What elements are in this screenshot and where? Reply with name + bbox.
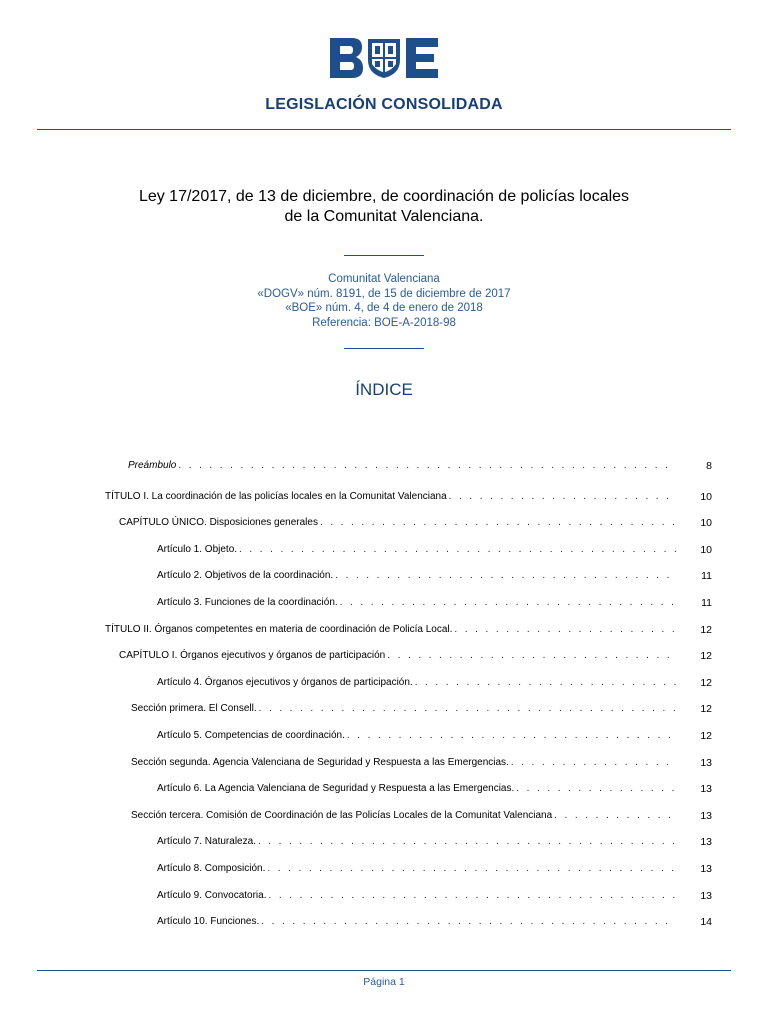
toc-entry-page: 14 bbox=[700, 916, 712, 928]
toc-entry-label: Artículo 10. Funciones. bbox=[157, 916, 260, 927]
toc-entry-label: Artículo 3. Funciones de la coordinación. bbox=[157, 597, 338, 608]
title-divider bbox=[344, 255, 424, 256]
toc-entry-page: 13 bbox=[700, 836, 712, 848]
toc-entry[interactable] bbox=[157, 728, 680, 742]
toc-entry[interactable] bbox=[157, 595, 680, 609]
toc-entry-page: 13 bbox=[700, 863, 712, 875]
toc-entry-label: TÍTULO I. La coordinación de las policías locales en la Comunitat Valenciana bbox=[105, 491, 447, 502]
document-title bbox=[0, 187, 768, 227]
toc-entry-page: 13 bbox=[700, 890, 712, 902]
toc-leader-dots bbox=[335, 570, 676, 582]
meta-dogv: «DOGV» núm. 8191, de 15 de diciembre de 2017 bbox=[257, 287, 511, 300]
toc-entry-label: Artículo 1. Objeto. bbox=[157, 544, 238, 555]
toc-entry-label: Artículo 6. La Agencia Valenciana de Seguridad y Respuesta a las Emergencias. bbox=[157, 783, 515, 794]
toc-leader-dots bbox=[347, 730, 676, 742]
toc-leader-dots bbox=[269, 890, 677, 902]
toc-entry[interactable] bbox=[157, 675, 680, 689]
toc-leader-dots bbox=[554, 810, 676, 822]
toc-leader-dots bbox=[387, 650, 676, 662]
toc-entry-label: Sección segunda. Agencia Valenciana de Seguridad y Respuesta a las Emergencias. bbox=[131, 757, 509, 768]
toc-entry[interactable] bbox=[128, 458, 680, 472]
toc-entry-page: 12 bbox=[700, 650, 712, 662]
toc-entry[interactable] bbox=[157, 888, 680, 902]
toc-entry[interactable] bbox=[105, 622, 680, 636]
toc-leader-dots bbox=[258, 836, 676, 848]
toc-entry-page: 10 bbox=[700, 517, 712, 529]
toc-entry-page: 13 bbox=[700, 810, 712, 822]
toc-entry[interactable] bbox=[131, 808, 680, 822]
document-metadata bbox=[0, 272, 768, 330]
toc-entry-page: 10 bbox=[700, 544, 712, 556]
meta-reference: Referencia: BOE-A-2018-98 bbox=[312, 316, 456, 329]
toc-leader-dots bbox=[516, 783, 676, 795]
meta-boe: «BOE» núm. 4, de 4 de enero de 2018 bbox=[285, 302, 483, 314]
toc-entry-label: Artículo 2. Objetivos de la coordinación. bbox=[157, 570, 334, 581]
toc-leader-dots bbox=[454, 624, 676, 636]
toc-entry[interactable] bbox=[157, 861, 680, 875]
toc-entry-label: Artículo 5. Competencias de coordinación. bbox=[157, 730, 345, 741]
document-title-line-2: de la Comunitat Valenciana. bbox=[284, 208, 484, 225]
metadata-divider bbox=[344, 348, 424, 349]
toc-entry[interactable] bbox=[131, 755, 680, 769]
toc-entry-label: Artículo 9. Convocatoria. bbox=[157, 890, 267, 901]
toc-leader-dots bbox=[415, 677, 676, 689]
toc-entry-page: 11 bbox=[701, 570, 712, 582]
toc-leader-dots bbox=[267, 863, 676, 875]
toc-leader-dots bbox=[340, 597, 676, 609]
toc-entry-label: Artículo 7. Naturaleza. bbox=[157, 836, 256, 847]
toc-leader-dots bbox=[449, 491, 676, 503]
section-title: LEGISLACIÓN CONSOLIDADA bbox=[265, 96, 503, 113]
toc-entry-page: 12 bbox=[700, 730, 712, 742]
meta-region: Comunitat Valenciana bbox=[328, 273, 440, 285]
toc-entry-label: Artículo 4. Órganos ejecutivos y órganos de participación. bbox=[157, 677, 413, 688]
toc-entry-label: Sección primera. El Consell. bbox=[131, 703, 257, 714]
toc-leader-dots bbox=[178, 460, 676, 472]
toc-entry-page: 8 bbox=[706, 460, 712, 472]
toc-entry[interactable] bbox=[157, 781, 680, 795]
toc-entry-label: Sección tercera. Comisión de Coordinación de las Policías Locales de la Comunitat Valenciana bbox=[131, 810, 553, 821]
header-divider bbox=[37, 129, 731, 130]
toc-entry-page: 10 bbox=[700, 491, 712, 503]
toc-entry[interactable] bbox=[157, 834, 680, 848]
toc-leader-dots bbox=[261, 916, 676, 928]
toc-entry-page: 13 bbox=[700, 783, 712, 795]
toc-entry[interactable] bbox=[119, 648, 680, 662]
toc-entry-label: TÍTULO II. Órganos competentes en materia de coordinación de Policía Local. bbox=[105, 624, 453, 635]
toc-entry-label: Artículo 8. Composición. bbox=[157, 863, 266, 874]
toc-leader-dots bbox=[511, 757, 676, 769]
toc-entry-page: 12 bbox=[700, 624, 712, 636]
toc-leader-dots bbox=[239, 544, 676, 556]
toc-entry[interactable] bbox=[105, 489, 680, 503]
toc-entry-page: 12 bbox=[700, 677, 712, 689]
toc-entry-page: 11 bbox=[701, 597, 712, 609]
document-title-line-1: Ley 17/2017, de 13 de diciembre, de coordinación de policías locales bbox=[138, 188, 630, 205]
toc-entry[interactable] bbox=[157, 914, 680, 928]
toc-leader-dots bbox=[259, 703, 676, 715]
index-heading: ÍNDICE bbox=[355, 380, 413, 399]
toc-entry-page: 12 bbox=[700, 703, 712, 715]
toc-entry-label: CAPÍTULO ÚNICO. Disposiciones generales bbox=[119, 517, 318, 528]
boe-logo bbox=[328, 36, 440, 80]
toc-entry[interactable] bbox=[119, 515, 680, 529]
toc-leader-dots bbox=[320, 517, 676, 529]
toc-entry-label: CAPÍTULO I. Órganos ejecutivos y órganos de participación bbox=[119, 650, 386, 661]
toc-entry-page: 13 bbox=[700, 757, 712, 769]
toc-entry[interactable] bbox=[131, 701, 680, 715]
toc-entry-label: Preámbulo bbox=[128, 460, 177, 471]
page-number: Página 1 bbox=[363, 976, 405, 988]
footer-divider bbox=[37, 970, 731, 971]
toc-entry[interactable] bbox=[157, 568, 680, 582]
toc-entry[interactable] bbox=[157, 542, 680, 556]
